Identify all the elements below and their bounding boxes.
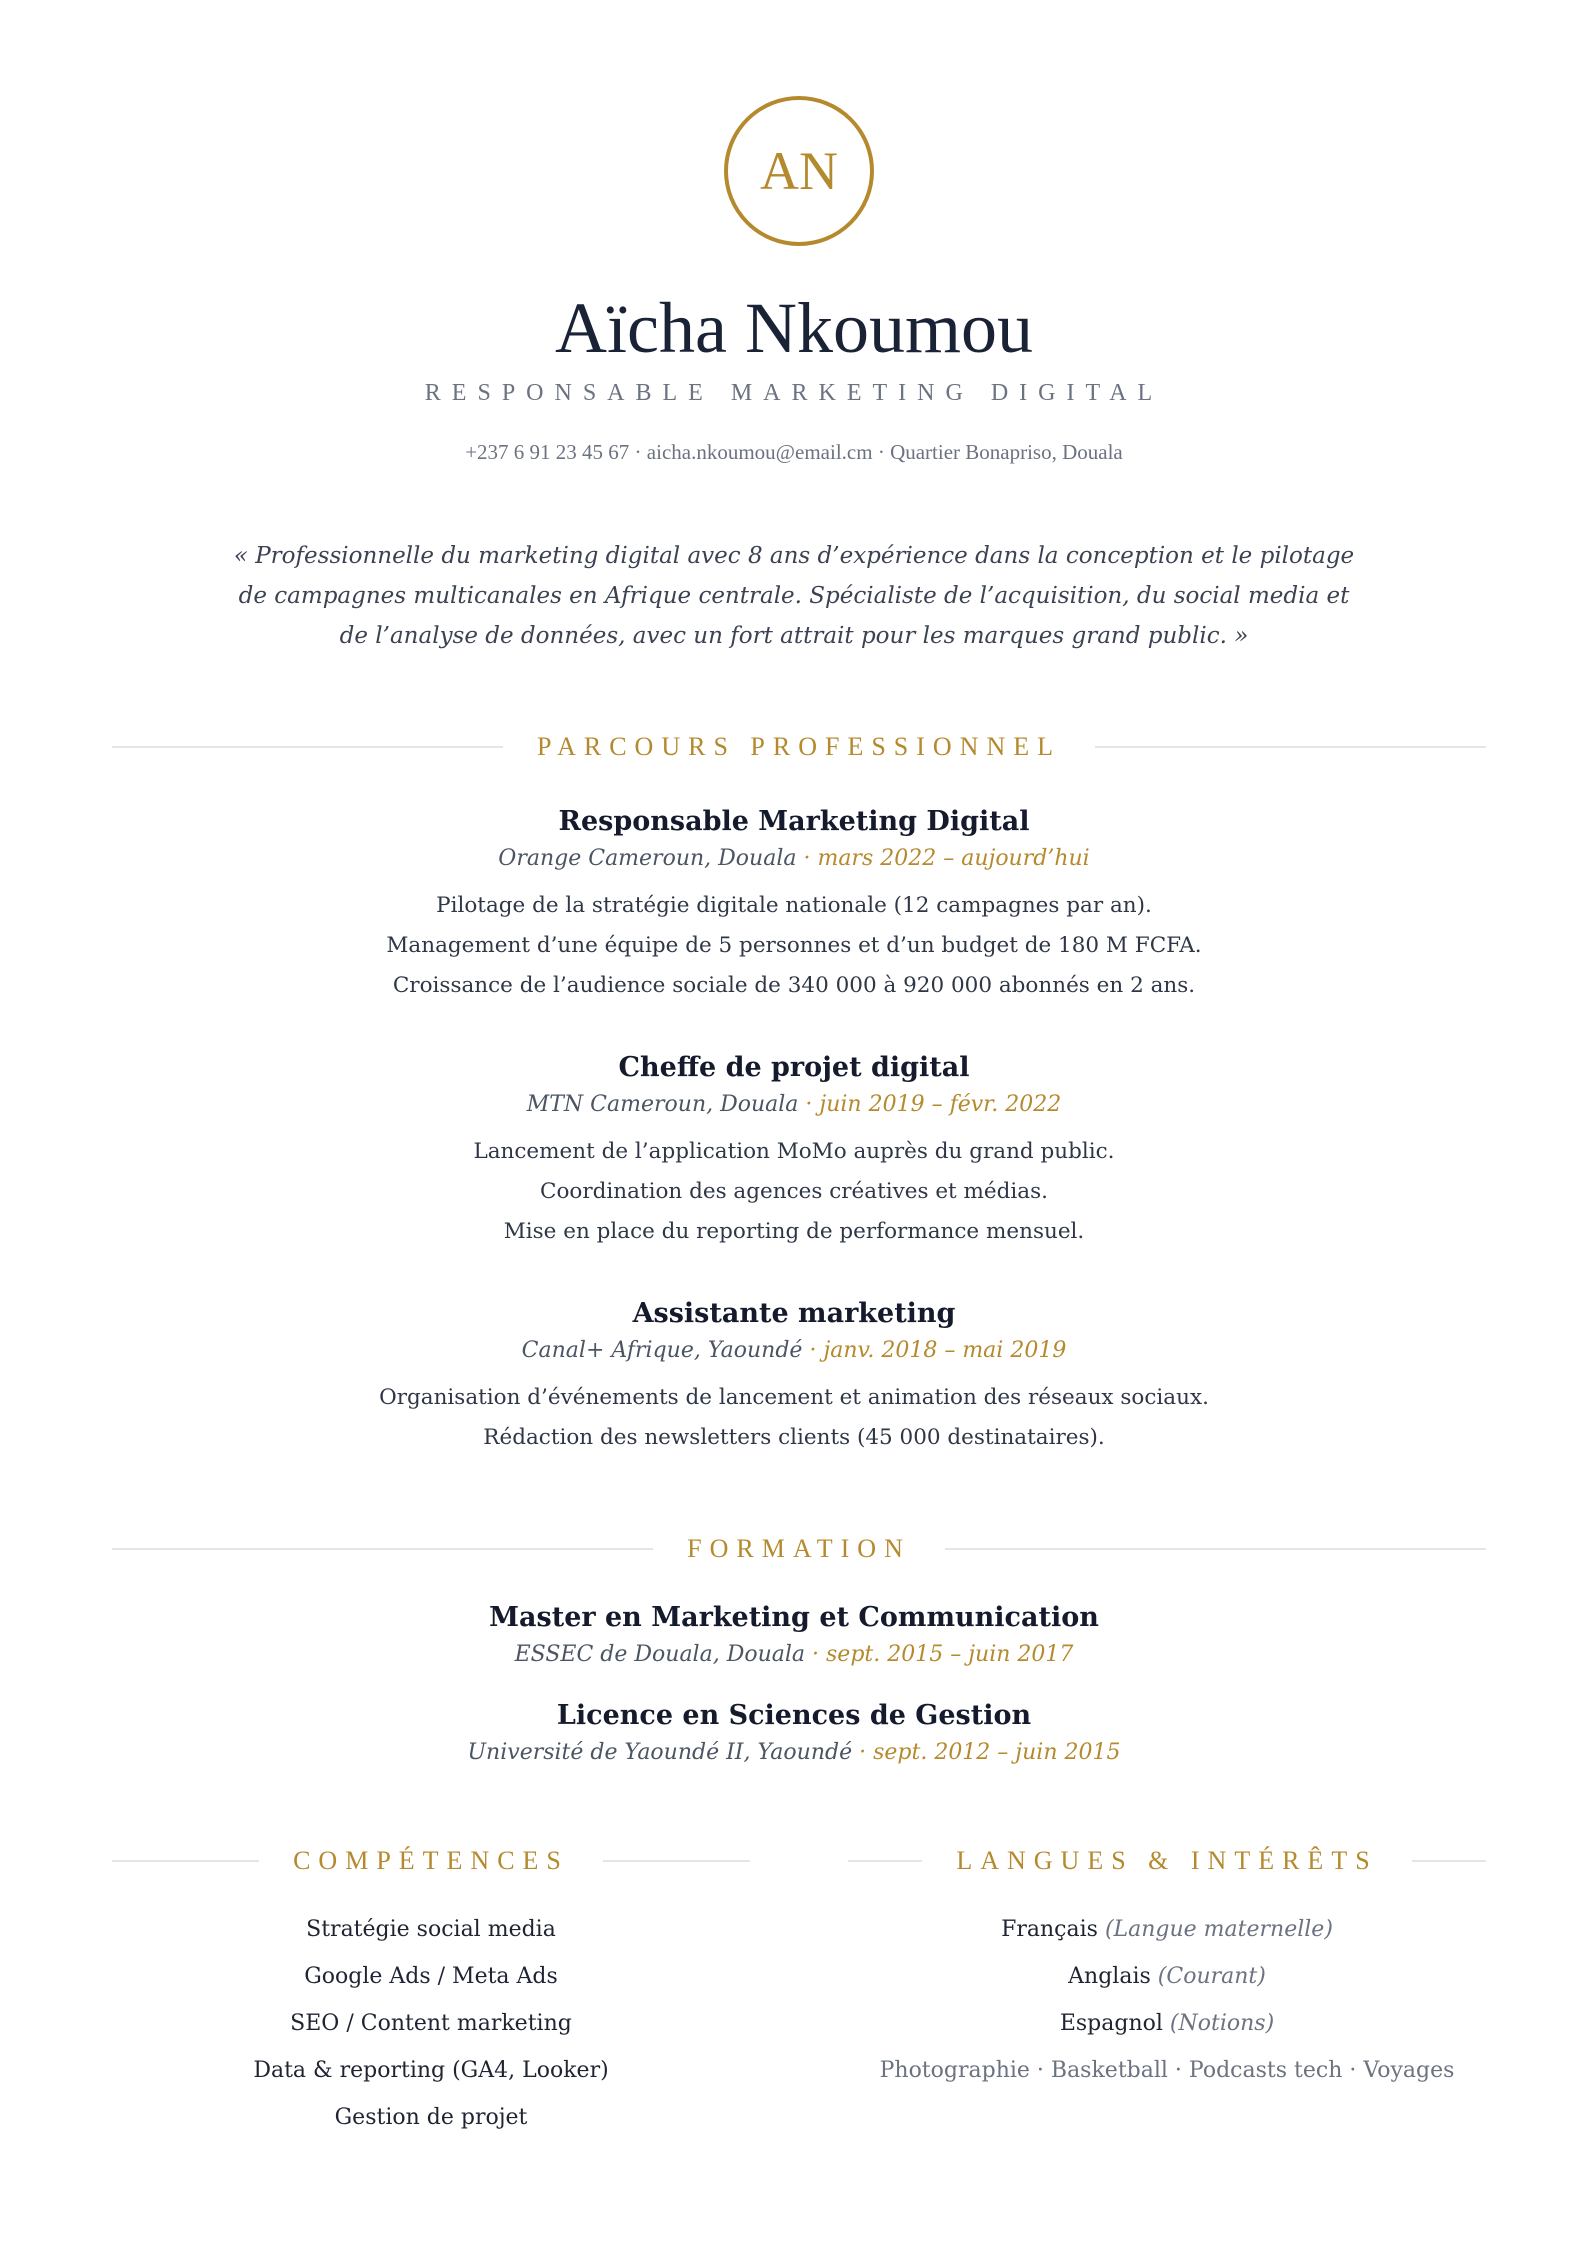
employer: Canal+ Afrique, Yaoundé xyxy=(521,1338,803,1363)
monogram-initials: AN xyxy=(760,141,838,201)
job-bullet: Coordination des agences créatives et médias. xyxy=(540,1179,1048,1204)
degree-dates: · sept. 2012 – juin 2015 xyxy=(859,1740,1121,1765)
employer: MTN Cameroun, Douala xyxy=(526,1092,799,1117)
language-level: (Notions) xyxy=(1169,2011,1275,2036)
experience-section-header xyxy=(112,732,1486,762)
degree-dates: · sept. 2015 – juin 2017 xyxy=(812,1642,1074,1667)
divider xyxy=(112,746,503,748)
profile-summary: « Professionnelle du marketing digital avec 8 ans d’expérience dans la conception et le pilotage de campagnes multicanales en Afrique centrale. Spécialiste de l’acquisition, du social media et de l’analyse de données, avec un fort attrait pour les marques grand public. » xyxy=(233,543,1355,649)
experience-item xyxy=(0,802,1588,1006)
job-title: Cheffe de projet digital xyxy=(618,1052,970,1083)
skill-item: Google Ads / Meta Ads xyxy=(304,1964,558,1989)
education-item xyxy=(0,1696,1588,1770)
languages-section-header xyxy=(848,1846,1486,1876)
languages-section-title: LANGUES & INTÉRÊTS xyxy=(956,1846,1378,1875)
divider xyxy=(848,1860,922,1862)
divider xyxy=(112,1860,259,1862)
job-title: Assistante marketing xyxy=(632,1298,956,1329)
education-item xyxy=(0,1598,1588,1672)
degree-meta xyxy=(0,1638,1588,1672)
job-bullet: Pilotage de la stratégie digitale nationale (12 campagnes par an). xyxy=(436,893,1152,918)
candidate-headline: RESPONSABLE MARKETING DIGITAL xyxy=(424,380,1164,406)
job-description xyxy=(0,1132,1588,1252)
skill-item: Gestion de projet xyxy=(334,2105,528,2130)
experience-item xyxy=(0,1294,1588,1458)
job-description xyxy=(0,1378,1588,1458)
contact-line: +237 6 91 23 45 67 · aicha.nkoumou@email.cm · Quartier Bonapriso, Douala xyxy=(465,440,1123,464)
education-section-header xyxy=(112,1534,1486,1564)
language-name: Français xyxy=(1001,1917,1098,1942)
language-name: Anglais xyxy=(1068,1964,1151,1989)
skill-item: SEO / Content marketing xyxy=(290,2011,572,2036)
school: ESSEC de Douala, Douala xyxy=(514,1642,806,1667)
degree-title: Licence en Sciences de Gestion xyxy=(556,1700,1032,1731)
interests-line: Photographie · Basketball · Podcasts tech · Voyages xyxy=(879,2058,1455,2083)
skill-item: Stratégie social media xyxy=(306,1917,556,1942)
divider xyxy=(945,1548,1486,1550)
skills-section-title: COMPÉTENCES xyxy=(293,1846,569,1875)
education-section-title: FORMATION xyxy=(687,1534,911,1563)
degree-title: Master en Marketing et Communication xyxy=(489,1602,1099,1633)
language-name: Espagnol xyxy=(1059,2011,1163,2036)
monogram-badge xyxy=(724,96,874,246)
languages-list xyxy=(848,1906,1486,2094)
job-meta xyxy=(0,1334,1588,1368)
job-dates: · mars 2022 – aujourd’hui xyxy=(803,846,1090,871)
skill-item: Data & reporting (GA4, Looker) xyxy=(253,2058,609,2083)
job-bullet: Lancement de l’application MoMo auprès du grand public. xyxy=(473,1139,1115,1164)
language-item xyxy=(848,1953,1486,2000)
job-bullet: Mise en place du reporting de performance mensuel. xyxy=(503,1219,1085,1244)
skills-section-header xyxy=(112,1846,750,1876)
job-dates: · janv. 2018 – mai 2019 xyxy=(809,1338,1067,1363)
skills-list xyxy=(112,1906,750,2141)
experience-item xyxy=(0,1048,1588,1252)
language-level: (Courant) xyxy=(1157,1964,1266,1989)
job-bullet: Management d’une équipe de 5 personnes et d’un budget de 180 M FCFA. xyxy=(386,933,1202,958)
school: Université de Yaoundé II, Yaoundé xyxy=(467,1740,853,1765)
experience-section-title: PARCOURS PROFESSIONNEL xyxy=(537,732,1061,761)
language-item xyxy=(848,2000,1486,2047)
job-bullet: Organisation d’événements de lancement et animation des réseaux sociaux. xyxy=(379,1385,1209,1410)
job-bullet: Croissance de l’audience sociale de 340 000 à 920 000 abonnés en 2 ans. xyxy=(392,973,1196,998)
candidate-name: Aïcha Nkoumou xyxy=(555,288,1033,368)
degree-meta xyxy=(0,1736,1588,1770)
job-title: Responsable Marketing Digital xyxy=(558,806,1030,837)
job-meta xyxy=(0,842,1588,876)
job-meta xyxy=(0,1088,1588,1122)
language-level: (Langue maternelle) xyxy=(1104,1917,1333,1942)
language-item xyxy=(848,1906,1486,1953)
divider xyxy=(1095,746,1486,748)
job-bullet: Rédaction des newsletters clients (45 000 destinataires). xyxy=(483,1425,1105,1450)
divider xyxy=(603,1860,750,1862)
divider xyxy=(112,1548,653,1550)
employer: Orange Cameroun, Douala xyxy=(498,846,797,871)
job-description xyxy=(0,886,1588,1006)
job-dates: · juin 2019 – févr. 2022 xyxy=(805,1092,1062,1117)
divider xyxy=(1412,1860,1486,1862)
